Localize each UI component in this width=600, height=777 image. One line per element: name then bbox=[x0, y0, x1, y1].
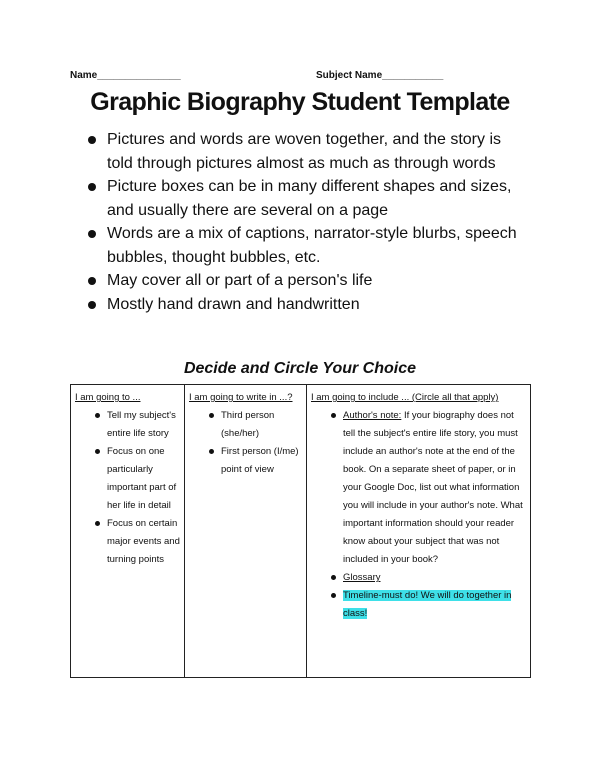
bullet-icon bbox=[209, 449, 214, 454]
bullet-icon bbox=[95, 413, 100, 418]
list-item bbox=[88, 128, 518, 175]
list-item bbox=[331, 587, 527, 623]
authors-note-text: If your biography does not tell the subject's entire life story, you must include an author's note at the end of the book. On a separate sheet of paper, or in your Google Doc, list out what information you will include in your author's note. What important information should your reader know about your subject that was not included in your book? bbox=[343, 410, 523, 565]
list-item bbox=[88, 269, 518, 293]
bullet-icon bbox=[95, 449, 100, 454]
list-item bbox=[95, 515, 181, 569]
page-title: Graphic Biography Student Template bbox=[90, 88, 510, 116]
bullet-icon bbox=[331, 575, 336, 580]
subject-name-field-label: Subject Name___________ bbox=[316, 70, 444, 81]
timeline-option-highlighted: Timeline-must do! We will do together in class! bbox=[343, 590, 512, 619]
bullet-icon bbox=[331, 413, 336, 418]
bullet-icon bbox=[331, 593, 336, 598]
features-list bbox=[88, 128, 518, 316]
choice-cell-point-of-view[interactable] bbox=[185, 385, 307, 678]
bullet-icon bbox=[88, 230, 96, 238]
list-item-text: May cover all or part of a person's life bbox=[107, 272, 373, 289]
bullet-icon bbox=[88, 183, 96, 191]
list-item-text: Focus on one particularly important part of her life in detail bbox=[107, 446, 177, 511]
choice-cell-scope[interactable] bbox=[71, 385, 185, 678]
bullet-icon bbox=[88, 301, 96, 309]
list-item-text: Mostly hand drawn and handwritten bbox=[107, 295, 360, 313]
section-title: Decide and Circle Your Choice bbox=[183, 360, 417, 377]
list-item-text: Tell my subject's entire life story bbox=[107, 410, 176, 439]
list-item bbox=[88, 222, 518, 269]
list-item-text: First person (I/me) point of view bbox=[221, 446, 299, 475]
list-item bbox=[95, 443, 181, 515]
list-item bbox=[209, 407, 303, 443]
list-item bbox=[331, 407, 527, 569]
column-heading: I am going to ... bbox=[75, 392, 141, 403]
list-item bbox=[88, 175, 518, 222]
bullet-icon bbox=[88, 277, 96, 285]
bullet-icon bbox=[95, 521, 100, 526]
list-item-text: Third person (she/her) bbox=[221, 410, 275, 439]
list-item-text: Picture boxes can be in many different shapes and sizes, and usually there are several on a page bbox=[107, 178, 512, 219]
bullet-icon bbox=[209, 413, 214, 418]
glossary-option: Glossary bbox=[343, 572, 381, 583]
list-item bbox=[209, 443, 303, 479]
list-item bbox=[88, 293, 518, 317]
column-heading: I am going to include ... (Circle all that apply) bbox=[311, 392, 499, 403]
choice-cell-include[interactable] bbox=[307, 385, 531, 678]
authors-note-label: Author's note: bbox=[343, 410, 402, 421]
name-field-label: Name_______________ bbox=[70, 70, 181, 81]
list-item bbox=[95, 407, 181, 443]
list-item-text: Words are a mix of captions, narrator-style blurbs, speech bubbles, thought bubbles, etc. bbox=[107, 225, 517, 266]
column-heading: I am going to write in ...? bbox=[189, 392, 293, 403]
list-item-text: Focus on certain major events and turning points bbox=[107, 518, 180, 565]
bullet-icon bbox=[88, 136, 96, 144]
list-item bbox=[331, 569, 527, 587]
choices-table bbox=[70, 384, 531, 678]
list-item-text: Pictures and words are woven together, and the story is told through pictures almost as much as through words bbox=[107, 131, 501, 172]
